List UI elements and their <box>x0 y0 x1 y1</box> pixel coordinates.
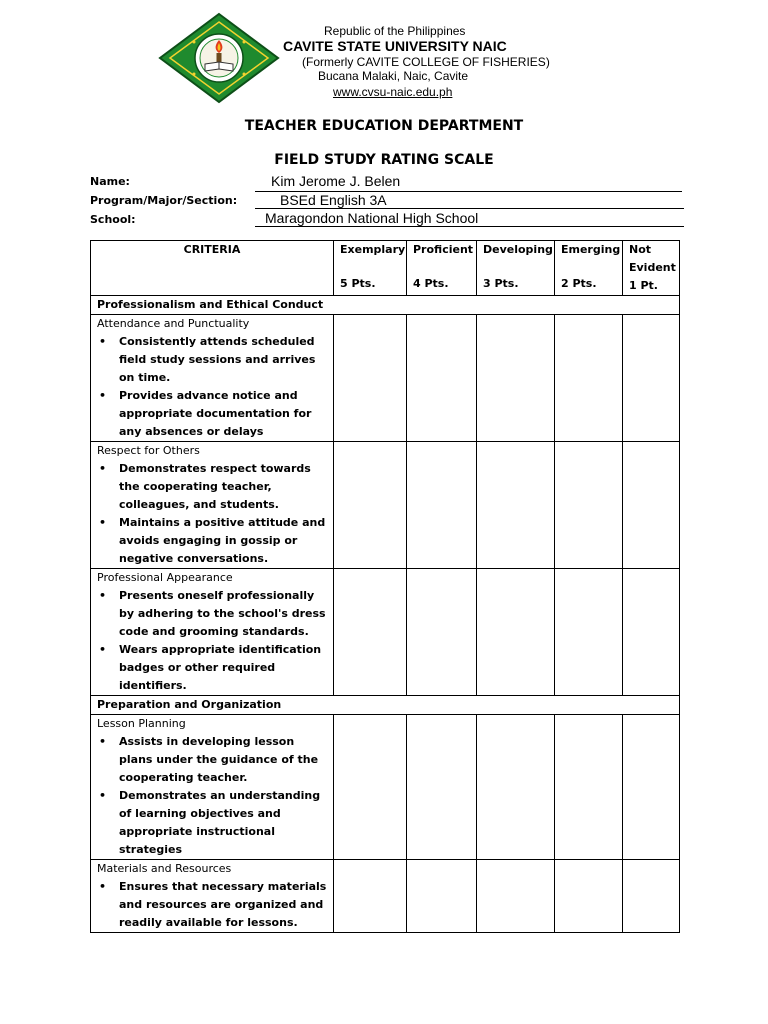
rating-scale-table <box>90 240 680 933</box>
rating-label: Exemplary <box>340 243 406 256</box>
criteria-name: Lesson Planning <box>97 717 186 730</box>
rating-cell[interactable] <box>334 569 407 696</box>
school-underline <box>255 226 684 227</box>
rating-cell[interactable] <box>623 569 680 696</box>
rating-points: 3 Pts. <box>483 277 519 290</box>
rating-label: Developing <box>483 243 553 256</box>
rating-cell[interactable] <box>555 715 623 860</box>
program-label: Program/Major/Section: <box>90 194 238 207</box>
school-value: Maragondon National High School <box>265 210 479 226</box>
rating-header-proficient <box>407 241 477 296</box>
name-label: Name: <box>90 175 130 188</box>
criteria-name: Materials and Resources <box>97 862 232 875</box>
rating-cell[interactable] <box>477 442 555 569</box>
rating-cell[interactable] <box>334 442 407 569</box>
rating-cell[interactable] <box>555 315 623 442</box>
criteria-bullet: • Maintains a positive attitude and avoids engaging in gossip or negative conversations. <box>97 514 327 568</box>
rating-cell[interactable] <box>477 715 555 860</box>
department-title: TEACHER EDUCATION DEPARTMENT <box>244 118 524 134</box>
rating-label: Not Evident <box>629 243 676 274</box>
university-name: CAVITE STATE UNIVERSITY NAIC <box>283 38 507 54</box>
criteria-bullet: • Wears appropriate identification badges or other required identifiers. <box>97 641 327 695</box>
section-title: Preparation and Organization <box>91 696 680 715</box>
criteria-bullet: • Demonstrates respect towards the cooperating teacher, colleagues, and students. <box>97 460 327 514</box>
criteria-cell <box>91 315 334 442</box>
rating-label: Proficient <box>413 243 474 256</box>
rating-cell[interactable] <box>407 569 477 696</box>
rating-header-not-evident <box>623 241 680 296</box>
rating-cell[interactable] <box>407 315 477 442</box>
rating-points: 2 Pts. <box>561 277 597 290</box>
rating-header-emerging <box>555 241 623 296</box>
address-line: Bucana Malaki, Naic, Cavite <box>318 69 469 83</box>
rating-cell[interactable] <box>407 860 477 933</box>
section-row <box>91 696 680 715</box>
criteria-name: Respect for Others <box>97 444 200 457</box>
criteria-bullet: • Demonstrates an understanding of learning objectives and appropriate instructional strategies <box>97 787 327 859</box>
rating-cell[interactable] <box>623 442 680 569</box>
criteria-bullet: • Presents oneself professionally by adhering to the school's dress code and grooming standards. <box>97 587 327 641</box>
rating-points: 4 Pts. <box>413 277 449 290</box>
rating-header-exemplary <box>334 241 407 296</box>
website-link[interactable]: www.cvsu-naic.edu.ph <box>333 85 453 99</box>
criteria-bullet: • Ensures that necessary materials and resources are organized and readily available for lessons. <box>97 878 327 932</box>
criteria-header: CRITERIA <box>91 241 334 296</box>
criteria-cell <box>91 442 334 569</box>
rating-cell[interactable] <box>623 860 680 933</box>
criteria-name: Professional Appearance <box>97 571 233 584</box>
rating-cell[interactable] <box>623 315 680 442</box>
program-underline <box>255 208 684 209</box>
rating-cell[interactable] <box>407 715 477 860</box>
table-row <box>91 860 680 933</box>
criteria-cell <box>91 715 334 860</box>
rating-cell[interactable] <box>334 715 407 860</box>
criteria-bullet: • Consistently attends scheduled field study sessions and arrives on time. <box>97 333 327 387</box>
section-title: Professionalism and Ethical Conduct <box>91 296 680 315</box>
form-title: FIELD STUDY RATING SCALE <box>274 152 494 168</box>
section-row <box>91 296 680 315</box>
rating-cell[interactable] <box>477 569 555 696</box>
rating-cell[interactable] <box>623 715 680 860</box>
rating-cell[interactable] <box>555 442 623 569</box>
criteria-cell <box>91 860 334 933</box>
school-label: School: <box>90 213 136 226</box>
university-seal-logo <box>158 12 280 104</box>
rating-cell[interactable] <box>477 860 555 933</box>
criteria-bullet: • Assists in developing lesson plans under the guidance of the cooperating teacher. <box>97 733 327 787</box>
formerly-line: (Formerly CAVITE COLLEGE OF FISHERIES) <box>302 55 550 69</box>
rating-header-developing <box>477 241 555 296</box>
rating-cell[interactable] <box>334 315 407 442</box>
table-header-row <box>91 241 680 296</box>
republic-line: Republic of the Philippines <box>324 24 466 38</box>
rating-cell[interactable] <box>555 860 623 933</box>
rating-points: 5 Pts. <box>340 277 376 290</box>
rating-cell[interactable] <box>334 860 407 933</box>
rating-cell[interactable] <box>555 569 623 696</box>
table-row <box>91 569 680 696</box>
rating-cell[interactable] <box>477 315 555 442</box>
program-value: BSEd English 3A <box>280 192 387 208</box>
rating-label: Emerging <box>561 243 621 256</box>
rating-cell[interactable] <box>407 442 477 569</box>
criteria-name: Attendance and Punctuality <box>97 317 250 330</box>
criteria-bullet: • Provides advance notice and appropriate documentation for any absences or delays <box>97 387 327 441</box>
table-row <box>91 442 680 569</box>
name-value: Kim Jerome J. Belen <box>271 173 401 189</box>
rating-points: 1 Pt. <box>629 279 658 292</box>
table-row <box>91 315 680 442</box>
table-row <box>91 715 680 860</box>
criteria-cell <box>91 569 334 696</box>
